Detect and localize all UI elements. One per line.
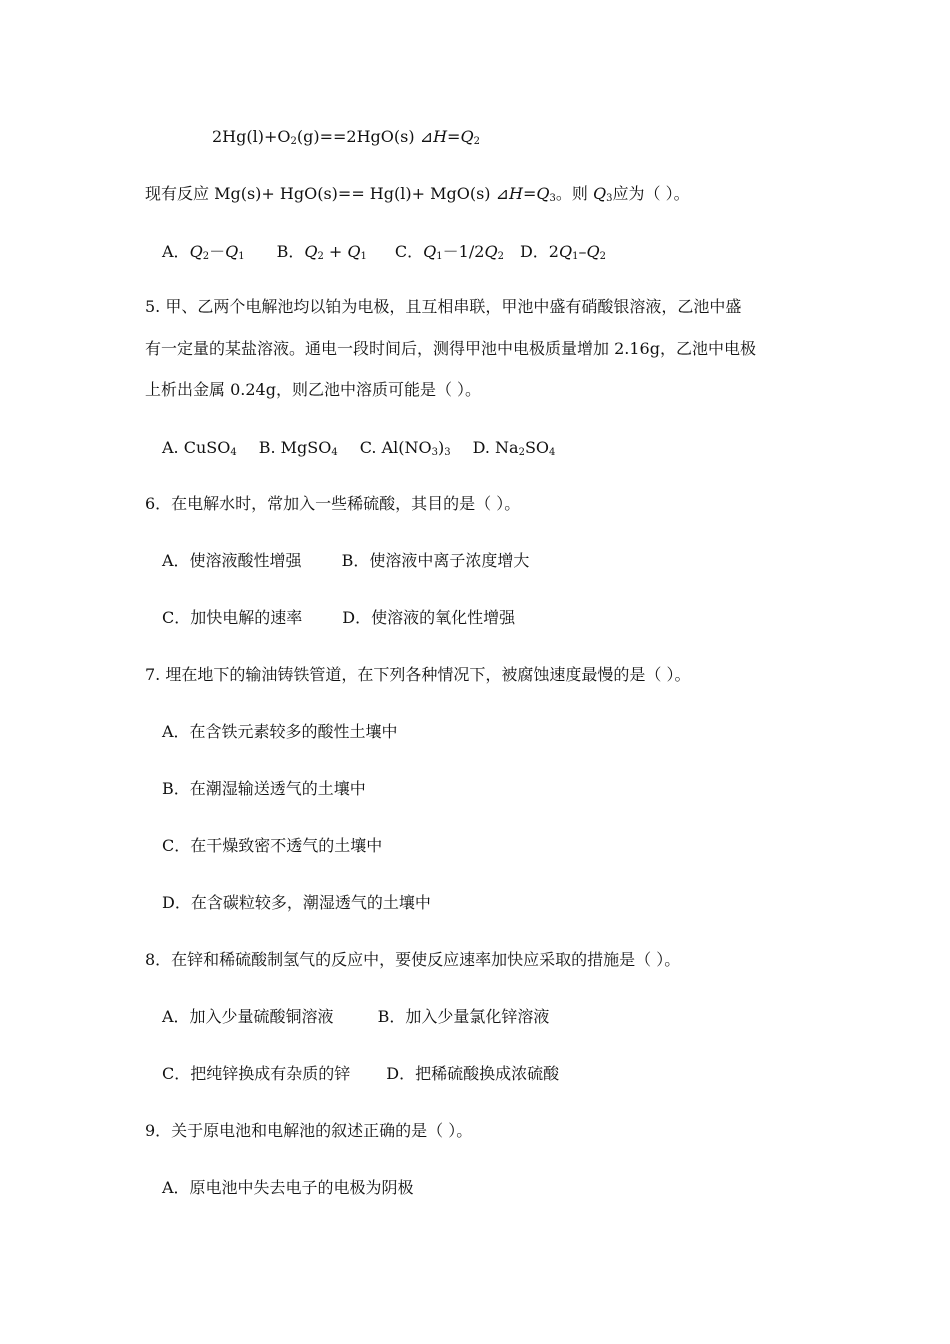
q6-option-a: A．使溶液酸性增强 xyxy=(162,551,302,570)
q8-option-a: A．加入少量硫酸铜溶液 xyxy=(162,1007,334,1026)
q4-option-c: C．$Q_1-1/2Q_2$ xyxy=(394,242,504,262)
q4-options xyxy=(162,241,606,263)
q7-stem: 7. 埋在地下的输油铸铁管道，在下列各种情况下，被腐蚀速度最慢的是（ ）。 xyxy=(145,665,691,684)
q9-option-a: A．原电池中失去电子的电极为阴极 xyxy=(162,1178,414,1197)
q8-options-cd xyxy=(162,1063,559,1085)
q5-stem-line-1: 5. 甲、乙两个电解池均以铂为电极，且互相串联，甲池中盛有硝酸银溶液，乙池中盛 xyxy=(145,297,742,316)
q8-options-ab xyxy=(162,1006,549,1028)
q5-option-a: A. CuSO$_4$ xyxy=(162,438,237,458)
q6-options-ab xyxy=(162,550,529,572)
q4-option-a: A．$Q_2-Q_1$ xyxy=(162,242,245,262)
q6-option-d: D．使溶液的氧化性增强 xyxy=(342,608,516,627)
q8-stem: 8．在锌和稀硫酸制氢气的反应中，要使反应速率加快应采取的措施是（ ）。 xyxy=(145,950,681,969)
q5-option-c: C. $Al(NO_3)_3$ xyxy=(359,438,451,458)
q4-equation-2: $2Hg(l)+O_2(g)==2HgO(s)$ $⊿H=Q_2$ xyxy=(212,127,480,147)
q4-stem: 现有反应 Mg(s)+ HgO(s)== Hg(l)+ MgO(s) $⊿H=Q_3$。则 $Q_3$应为（ ）。 xyxy=(145,184,690,204)
q6-option-c: C．加快电解的速率 xyxy=(162,608,303,627)
q7-option-c: C．在干燥致密不透气的土壤中 xyxy=(162,836,383,855)
q9-stem: 9．关于原电池和电解池的叙述正确的是（ ）。 xyxy=(145,1121,473,1140)
q7-option-b: B．在潮湿输送透气的土壤中 xyxy=(162,779,366,798)
q7-option-a: A．在含铁元素较多的酸性土壤中 xyxy=(162,722,398,741)
q7-option-d: D．在含碳粒较多，潮湿透气的土壤中 xyxy=(162,893,431,912)
q4-option-b: B．$Q_2 + Q_1$ xyxy=(276,242,367,262)
q8-option-d: D．把稀硫酸换成浓硫酸 xyxy=(386,1064,560,1083)
q6-options-cd xyxy=(162,607,515,629)
q5-options xyxy=(162,437,555,459)
q5-option-b: B. MgSO$_4$ xyxy=(258,438,338,458)
q6-option-b: B．使溶液中离子浓度增大 xyxy=(341,551,530,570)
q6-stem: 6．在电解水时，常加入一些稀硫酸，其目的是（ ）。 xyxy=(145,494,521,513)
q5-stem-line-3: 上析出金属 0.24g，则乙池中溶质可能是（ ）。 xyxy=(145,380,482,399)
q4-option-d: D．$2Q_1-Q_2$ xyxy=(519,242,606,262)
q8-option-c: C．把纯锌换成有杂质的锌 xyxy=(162,1064,351,1083)
q8-option-b: B．加入少量氯化锌溶液 xyxy=(377,1007,550,1026)
q5-stem-line-2: 有一定量的某盐溶液。通电一段时间后，测得甲池中电极质量增加 2.16g，乙池中电极 xyxy=(145,339,756,358)
q5-option-d: D. $Na_2SO_4$ xyxy=(472,438,556,458)
